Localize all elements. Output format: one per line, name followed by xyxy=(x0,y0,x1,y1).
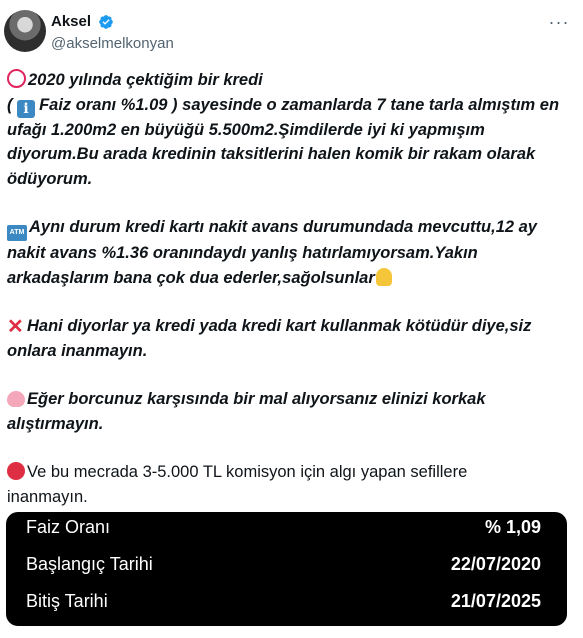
tweet-line: Eğer borcunuz karşısında bir mal alıyorsanız elinizi korkak xyxy=(27,390,486,408)
information-icon: i xyxy=(17,100,35,118)
hollow-red-circle-icon xyxy=(7,69,26,88)
brain-icon xyxy=(7,391,25,407)
card-row-interest xyxy=(26,517,541,543)
tweet-paragraph-5 xyxy=(7,460,567,509)
tweet-paragraph-3 xyxy=(7,314,567,363)
tweet-line: nakit avans %1.36 oranındaydı yanlış hatırlamıyorsam.Yakın xyxy=(7,244,478,262)
tweet-line: alıştırmayın. xyxy=(7,414,104,433)
tweet-paragraph-2 xyxy=(7,215,567,290)
tweet-paragraph-1: 2020 yılında çektiğim bir kredi ( i Faiz oranı %1.09 ) sayesinde o zamanlarda 7 tane tarla almıştım en ufağı 1.200m2 en büyüğü 5.500m2.Şimdilerde iyi ki yapmışım diyorum.Bu arada kredinin taksitlerini halen komik bir rakam olarak ödüyorum. xyxy=(7,68,567,191)
card-row-label: Faiz Oranı xyxy=(26,517,111,537)
red-circle-icon xyxy=(7,462,25,480)
tweet-line: onlara inanmayın. xyxy=(7,341,148,360)
verified-badge-icon xyxy=(98,14,114,30)
author-handle[interactable]: @akselmelkonyan xyxy=(51,35,174,52)
folded-hands-icon xyxy=(376,268,392,286)
tweet-line: Faiz oranı %1.09 ) sayesinde o zamanlarda 7 tane tarla almıştım en xyxy=(39,95,560,114)
tweet-line: arkadaşlarım bana çok dua ederler,sağolsunlar xyxy=(7,268,375,287)
avatar[interactable] xyxy=(4,10,46,52)
loan-info-card[interactable] xyxy=(6,512,567,626)
tweet-line: 2020 yılında çektiğim bir kredi xyxy=(28,71,263,89)
tweet-line: diyorum.Bu arada kredinin taksitlerini halen komik bir rakam olarak xyxy=(7,145,536,163)
card-row-value: % 1,09 xyxy=(484,517,541,537)
tweet-line: Hani diyorlar ya kredi yada kredi kart kullanmak kötüdür diye,siz xyxy=(27,317,532,335)
card-row-start-date xyxy=(26,554,541,580)
card-row-label: Bitiş Tarihi xyxy=(26,591,108,611)
cross-mark-icon: ✕ xyxy=(7,316,24,338)
card-row-label: Başlangıç Tarihi xyxy=(26,554,153,574)
author-name[interactable]: Aksel xyxy=(51,13,92,30)
card-row-end-date xyxy=(26,591,541,617)
card-row-value: 21/07/2025 xyxy=(450,591,541,611)
atm-sign-icon: ATM xyxy=(7,225,27,241)
tweet-line: Ve bu mecrada 3-5.000 TL komisyon için algı yapan sefillere xyxy=(27,463,468,481)
tweet-line: ödüyorum. xyxy=(7,169,93,188)
tweet-line: Aynı durum kredi kartı nakit avans durumundada mevcuttu,12 ay xyxy=(29,218,537,236)
card-row-value: 22/07/2020 xyxy=(450,554,541,574)
tweet-header xyxy=(0,0,583,60)
tweet-line: ufağı 1.200m2 en büyüğü 5.500m2.Şimdilerde iyi ki yapmışım xyxy=(7,120,485,139)
tweet-line: inanmayın. xyxy=(7,487,88,506)
more-options-icon[interactable]: ··· xyxy=(548,12,570,32)
tweet-paragraph-4 xyxy=(7,387,567,436)
tweet-text xyxy=(7,68,567,533)
